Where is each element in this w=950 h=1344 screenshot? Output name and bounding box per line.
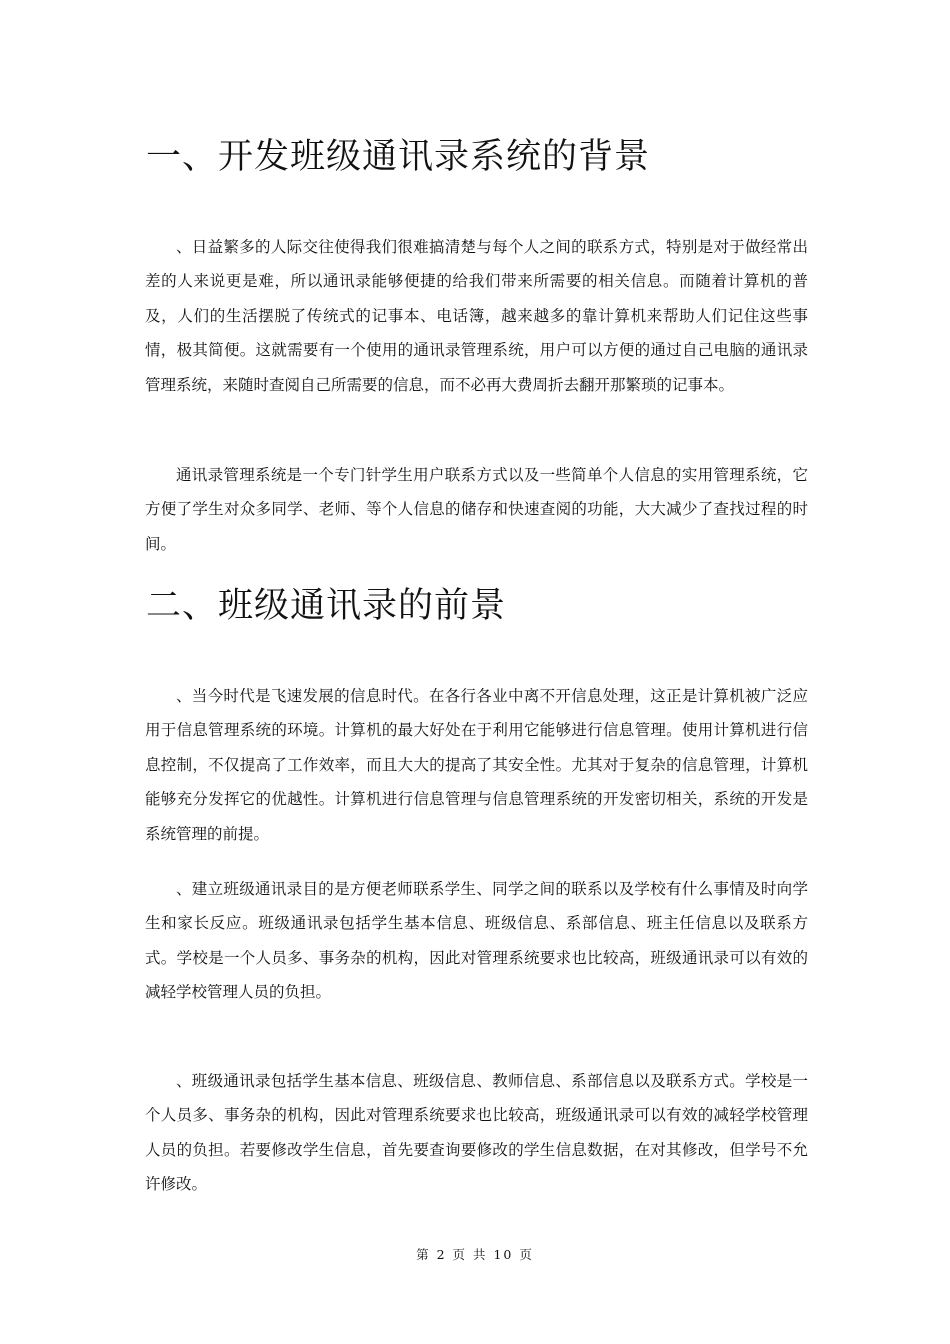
paragraph-background-2: 通讯录管理系统是一个专门针学生用户联系方式以及一些简单个人信息的实用管理系统，它方便了学生对众多同学、老师、等个人信息的储存和快速查阅的功能，大大减少了查找过程的时间。	[145, 466, 808, 553]
paragraph-prospects-2: 、建立班级通讯录目的是方便老师联系学生、同学之间的联系以及学校有什么事情及时向学生和家长反应。班级通讯录包括学生基本信息、班级信息、系部信息、班主任信息以及联系方式。学校是一个人员多、事务杂的机构，因此对管理系统要求也比较高，班级通讯录可以有效的减轻学校管理人员的负担。	[145, 880, 808, 1002]
section-heading-background: 一、开发班级通讯录系统的背景	[146, 137, 651, 177]
paragraph-prospects-1: 、当今时代是飞速发展的信息时代。在各行各业中离不开信息处理，这正是计算机被广泛应用于信息管理系统的环境。计算机的最大好处在于利用它能够进行信息管理。使用计算机进行信息控制，不仅提高了工作效率，而且大大的提高了其安全性。尤其对于复杂的信息管理，计算机能够充分发挥它的优越性。计算机进行信息管理与信息管理系统的开发密切相关，系统的开发是系统管理的前提。	[145, 687, 808, 843]
paragraph-background-1: 、日益繁多的人际交往使得我们很难搞清楚与每个人之间的联系方式，特别是对于做经常出差的人来说更是难，所以通讯录能够便捷的给我们带来所需要的相关信息。而随着计算机的普及，人们的生活摆脱了传统式的记事本、电话簿，越来越多的靠计算机来帮助人们记住这些事情，极其简便。这就需要有一个使用的通讯录管理系统，用户可以方便的通过自己电脑的通讯录管理系统，来随时查阅自己所需要的信息，而不必再大费周折去翻开那繁琐的记事本。	[145, 238, 808, 394]
paragraph-prospects-3: 、班级通讯录包括学生基本信息、班级信息、教师信息、系部信息以及联系方式。学校是一个人员多、事务杂的机构，因此对管理系统要求也比较高，班级通讯录可以有效的减轻学校管理人员的负担。若要修改学生信息，首先要查询要修改的学生信息数据，在对其修改，但学号不允许修改。	[145, 1072, 808, 1194]
page-number-footer: 第 2 页 共 10 页	[416, 1247, 534, 1262]
section-heading-prospects: 二、班级通讯录的前景	[146, 586, 507, 626]
